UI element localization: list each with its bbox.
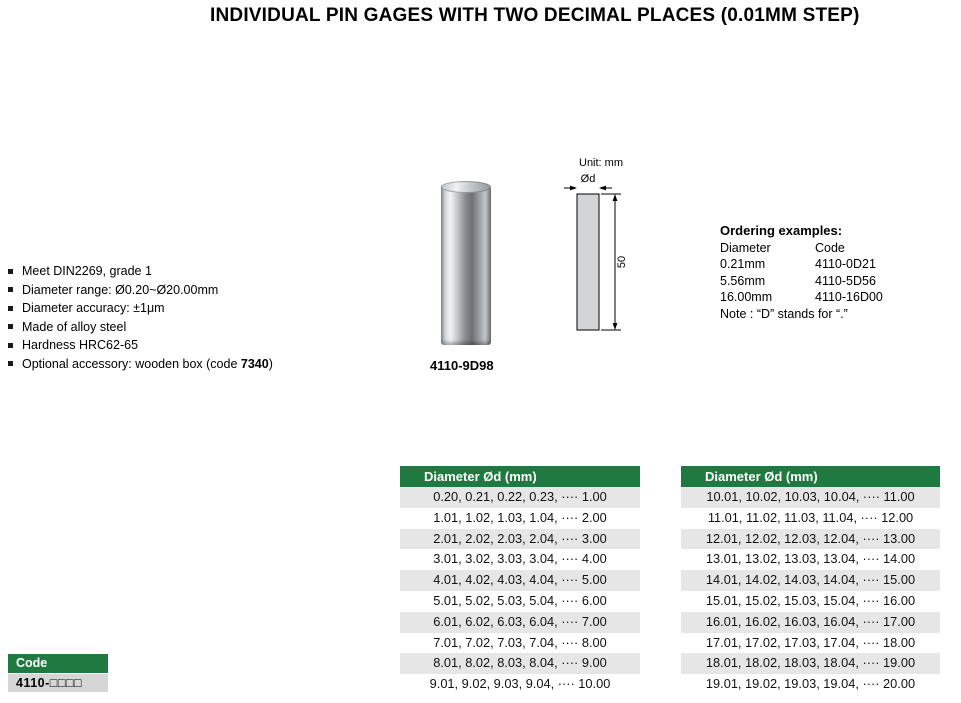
table-row: 14.01, 14.02, 14.03, 14.04, ···· 15.00 <box>681 570 940 591</box>
code-box-header: Code <box>8 654 108 673</box>
table-row: 4.01, 4.02, 4.03, 4.04, ···· 5.00 <box>400 570 640 591</box>
ordering-header-row <box>720 240 883 257</box>
feature-text: Diameter range: Ø0.20~Ø20.00mm <box>22 282 219 297</box>
feature-text: Optional accessory: wooden box (code 7340) <box>22 356 273 371</box>
bullet-square-icon <box>8 324 13 329</box>
page-title: INDIVIDUAL PIN GAGES WITH TWO DECIMAL PLACES (0.01MM STEP) <box>210 5 860 26</box>
bullet-square-icon <box>8 269 13 274</box>
list-item <box>8 281 273 300</box>
ordering-diameter: 5.56mm <box>720 273 766 288</box>
arrowhead-down-icon <box>613 323 618 330</box>
ordering-code: 4110-5D56 <box>815 273 876 288</box>
ordering-code: 4110-16D00 <box>815 290 883 304</box>
list-item <box>8 262 273 281</box>
pin-outline-rect <box>577 194 599 330</box>
ordering-row <box>720 256 883 273</box>
table-row: 7.01, 7.02, 7.03, 7.04, ···· 8.00 <box>433 634 607 650</box>
bullet-square-icon <box>8 306 13 311</box>
dimension-drawing <box>563 152 683 342</box>
table-body <box>681 487 940 695</box>
feature-list <box>8 262 273 373</box>
length-dim-label: 50 <box>616 255 628 269</box>
table-row: 5.01, 5.02, 5.03, 5.04, ···· 6.00 <box>433 592 607 608</box>
ordering-examples <box>720 223 883 322</box>
table-row: 2.01, 2.02, 2.03, 2.04, ···· 3.00 <box>400 529 640 550</box>
pin-gage-image <box>441 181 491 345</box>
table-row: 11.01, 11.02, 11.03, 11.04, ···· 12.00 <box>707 509 914 525</box>
list-item <box>8 355 273 374</box>
ordering-title: Ordering examples: <box>720 223 843 238</box>
ordering-diameter: 16.00mm <box>720 290 773 304</box>
arrowhead-right-icon <box>570 186 577 191</box>
ordering-row <box>720 289 883 306</box>
ordering-col-diameter: Diameter <box>720 240 771 255</box>
list-item <box>8 336 273 355</box>
list-item <box>8 318 273 337</box>
diameter-dim-label: Ød <box>580 173 596 185</box>
table-row: 12.01, 12.02, 12.03, 12.04, ···· 13.00 <box>681 529 940 550</box>
accessory-code: 7340 <box>240 356 269 371</box>
table-row: 3.01, 3.02, 3.03, 3.04, ···· 4.00 <box>433 551 607 567</box>
pin-cylinder <box>441 187 491 345</box>
table-body <box>400 487 640 695</box>
feature-text: Diameter accuracy: ±1μm <box>22 301 165 316</box>
unit-label: Unit: mm <box>579 157 623 169</box>
feature-text: Made of alloy steel <box>22 319 127 334</box>
product-model-label: 4110-9D98 <box>430 358 494 373</box>
bullet-square-icon <box>8 343 13 348</box>
table-row: 9.01, 9.02, 9.03, 9.04, ···· 10.00 <box>429 676 611 692</box>
pin-top-face <box>441 181 491 193</box>
table-row: 0.20, 0.21, 0.22, 0.23, ···· 1.00 <box>400 487 640 508</box>
table-row: 17.01, 17.02, 17.03, 17.04, ···· 18.00 <box>705 634 916 650</box>
table-row: 15.01, 15.02, 15.03, 15.04, ···· 16.00 <box>705 592 916 608</box>
table-row: 18.01, 18.02, 18.03, 18.04, ···· 19.00 <box>681 653 940 674</box>
table-row: 1.01, 1.02, 1.03, 1.04, ···· 2.00 <box>433 509 607 525</box>
feature-text: Meet DIN2269, grade 1 <box>22 264 152 279</box>
list-item <box>8 299 273 318</box>
table-row: 13.01, 13.02, 13.03, 13.04, ···· 14.00 <box>705 551 916 567</box>
ordering-row <box>720 273 883 290</box>
table-row: 6.01, 6.02, 6.03, 6.04, ···· 7.00 <box>400 612 640 633</box>
table-row: 10.01, 10.02, 10.03, 10.04, ···· 11.00 <box>681 487 940 508</box>
code-box <box>8 654 108 692</box>
ordering-note: Note : “D” stands for “.” <box>720 306 848 321</box>
arrowhead-up-icon <box>613 194 618 201</box>
table-header: Diameter Ød (mm) <box>400 466 640 487</box>
table-header: Diameter Ød (mm) <box>681 466 940 487</box>
bullet-square-icon <box>8 287 13 292</box>
bullet-square-icon <box>8 361 13 366</box>
ordering-diameter: 0.21mm <box>720 257 766 271</box>
diameter-table-right <box>681 466 940 695</box>
diameter-table-left <box>400 466 640 695</box>
ordering-code: 4110-0D21 <box>815 257 876 271</box>
arrowhead-left-icon <box>599 186 606 191</box>
feature-text: Hardness HRC62-65 <box>22 338 139 353</box>
table-row: 19.01, 19.02, 19.03, 19.04, ···· 20.00 <box>705 676 916 692</box>
table-row: 8.01, 8.02, 8.03, 8.04, ···· 9.00 <box>400 653 640 674</box>
ordering-col-code: Code <box>815 240 845 255</box>
table-row: 16.01, 16.02, 16.03, 16.04, ···· 17.00 <box>681 612 940 633</box>
code-box-value: 4110-□□□□ <box>8 674 108 692</box>
